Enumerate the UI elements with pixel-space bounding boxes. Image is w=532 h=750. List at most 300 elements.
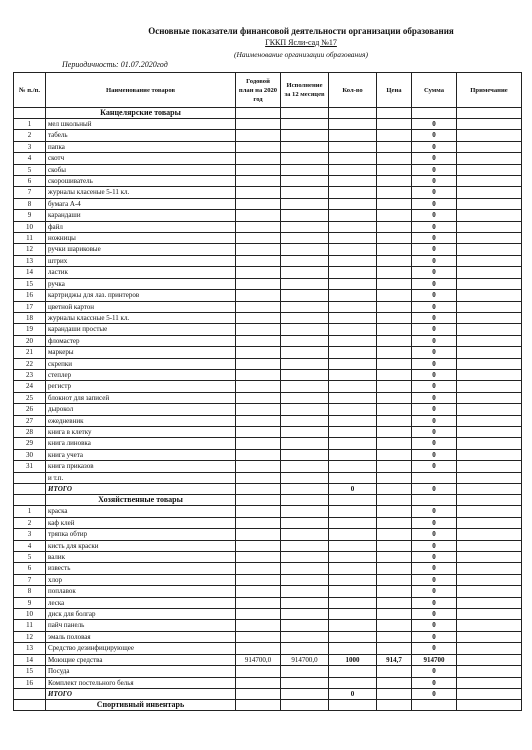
table-row [14, 187, 522, 198]
item-plan [236, 392, 281, 403]
item-name: ластик [46, 267, 236, 278]
item-execution [281, 130, 329, 141]
section-header-row [14, 108, 522, 119]
item-price [377, 426, 412, 437]
item-price [377, 267, 412, 278]
item-note [457, 381, 522, 392]
item-sum: 0 [412, 210, 457, 221]
item-sum: 0 [412, 563, 457, 574]
item-price [377, 540, 412, 551]
item-number: 5 [14, 164, 46, 175]
item-plan [236, 278, 281, 289]
item-number: 13 [14, 255, 46, 266]
item-number: 14 [14, 654, 46, 665]
item-price [377, 552, 412, 563]
item-number: 16 [14, 290, 46, 301]
item-number: 19 [14, 324, 46, 335]
col-number: № п./п. [14, 73, 46, 108]
item-sum: 0 [412, 517, 457, 528]
table-row [14, 438, 522, 449]
table-row [14, 620, 522, 631]
item-note [457, 529, 522, 540]
item-sum: 0 [412, 290, 457, 301]
item-quantity [329, 666, 377, 677]
item-price [377, 358, 412, 369]
item-execution [281, 187, 329, 198]
col-name: Наименование товаров [46, 73, 236, 108]
item-note [457, 574, 522, 585]
item-execution [281, 290, 329, 301]
table-row [14, 666, 522, 677]
total-row [14, 484, 522, 495]
item-note [457, 472, 522, 483]
cell-empty [236, 495, 281, 506]
table-row [14, 221, 522, 232]
item-number: 12 [14, 244, 46, 255]
item-quantity [329, 506, 377, 517]
table-row [14, 563, 522, 574]
item-execution [281, 540, 329, 551]
item-sum: 0 [412, 278, 457, 289]
item-execution [281, 392, 329, 403]
cell-empty [457, 108, 522, 119]
item-note [457, 312, 522, 323]
item-price [377, 119, 412, 130]
table-row [14, 347, 522, 358]
item-quantity [329, 426, 377, 437]
item-note [457, 415, 522, 426]
item-quantity [329, 301, 377, 312]
item-quantity [329, 255, 377, 266]
item-execution [281, 301, 329, 312]
item-sum: 0 [412, 381, 457, 392]
item-name: файл [46, 221, 236, 232]
item-sum: 0 [412, 164, 457, 175]
item-price [377, 472, 412, 483]
cell-empty [457, 495, 522, 506]
item-plan [236, 540, 281, 551]
item-number: 23 [14, 369, 46, 380]
item-execution [281, 119, 329, 130]
item-price [377, 233, 412, 244]
item-price [377, 643, 412, 654]
cell-empty [236, 484, 281, 495]
item-quantity [329, 130, 377, 141]
cell-empty [281, 495, 329, 506]
item-execution [281, 449, 329, 460]
item-price [377, 597, 412, 608]
item-note [457, 563, 522, 574]
item-execution [281, 324, 329, 335]
item-plan [236, 312, 281, 323]
item-execution [281, 620, 329, 631]
item-execution [281, 506, 329, 517]
item-name: карандаши простые [46, 324, 236, 335]
item-plan [236, 404, 281, 415]
item-sum: 0 [412, 677, 457, 688]
item-note [457, 267, 522, 278]
section-header-row [14, 495, 522, 506]
item-note [457, 290, 522, 301]
item-execution [281, 597, 329, 608]
item-number: 24 [14, 381, 46, 392]
item-price [377, 438, 412, 449]
item-quantity [329, 233, 377, 244]
item-price [377, 130, 412, 141]
item-quantity [329, 244, 377, 255]
item-execution [281, 369, 329, 380]
item-quantity [329, 529, 377, 540]
item-name: поплавок [46, 586, 236, 597]
table-row [14, 461, 522, 472]
item-quantity [329, 461, 377, 472]
item-execution [281, 233, 329, 244]
item-number [14, 472, 46, 483]
item-plan [236, 609, 281, 620]
cell-empty [457, 700, 522, 711]
table-row [14, 335, 522, 346]
item-price [377, 620, 412, 631]
item-number: 9 [14, 210, 46, 221]
item-execution [281, 255, 329, 266]
item-execution [281, 210, 329, 221]
item-quantity [329, 517, 377, 528]
col-note: Примечание [457, 73, 522, 108]
item-quantity [329, 347, 377, 358]
item-sum: 0 [412, 392, 457, 403]
item-number: 22 [14, 358, 46, 369]
item-sum: 0 [412, 301, 457, 312]
item-execution [281, 347, 329, 358]
item-execution: 914700,0 [281, 654, 329, 665]
table-row [14, 677, 522, 688]
item-note [457, 609, 522, 620]
item-quantity [329, 141, 377, 152]
item-note [457, 426, 522, 437]
item-execution [281, 381, 329, 392]
item-note [457, 278, 522, 289]
cell-empty [281, 484, 329, 495]
item-price [377, 574, 412, 585]
item-number: 6 [14, 563, 46, 574]
item-sum: 0 [412, 449, 457, 460]
item-number: 27 [14, 415, 46, 426]
item-quantity [329, 290, 377, 301]
item-number: 4 [14, 153, 46, 164]
cell-empty [377, 484, 412, 495]
item-plan [236, 381, 281, 392]
item-number: 13 [14, 643, 46, 654]
item-note [457, 597, 522, 608]
item-note [457, 187, 522, 198]
cell-empty [281, 700, 329, 711]
item-name: Посуда [46, 666, 236, 677]
table-header-row [14, 73, 522, 108]
item-price [377, 529, 412, 540]
item-name: цветной картон [46, 301, 236, 312]
item-number: 4 [14, 540, 46, 551]
item-plan [236, 198, 281, 209]
item-name: кисть для краски [46, 540, 236, 551]
item-note [457, 164, 522, 175]
item-price [377, 631, 412, 642]
table-row [14, 597, 522, 608]
item-price [377, 461, 412, 472]
item-quantity [329, 597, 377, 608]
item-plan [236, 130, 281, 141]
cell-empty [377, 495, 412, 506]
item-sum: 0 [412, 347, 457, 358]
item-name: ручка [46, 278, 236, 289]
item-price [377, 324, 412, 335]
item-quantity [329, 449, 377, 460]
item-plan [236, 244, 281, 255]
item-name: карандаши [46, 210, 236, 221]
item-number: 1 [14, 506, 46, 517]
item-note [457, 198, 522, 209]
total-quantity: 0 [329, 688, 377, 699]
item-sum: 0 [412, 552, 457, 563]
item-quantity [329, 540, 377, 551]
item-name: пайч панель [46, 620, 236, 631]
item-quantity [329, 472, 377, 483]
item-sum: 0 [412, 631, 457, 642]
item-quantity [329, 324, 377, 335]
table-row [14, 153, 522, 164]
item-plan [236, 506, 281, 517]
item-execution [281, 153, 329, 164]
table-row [14, 529, 522, 540]
item-quantity [329, 187, 377, 198]
item-note [457, 153, 522, 164]
item-execution [281, 312, 329, 323]
item-sum: 0 [412, 643, 457, 654]
item-quantity [329, 176, 377, 187]
item-execution [281, 529, 329, 540]
item-quantity [329, 609, 377, 620]
item-sum: 0 [412, 335, 457, 346]
item-plan [236, 324, 281, 335]
item-number: 7 [14, 187, 46, 198]
cell-empty [14, 484, 46, 495]
item-name: Моющие средства [46, 654, 236, 665]
item-execution [281, 461, 329, 472]
item-number: 31 [14, 461, 46, 472]
item-quantity [329, 164, 377, 175]
item-price [377, 506, 412, 517]
item-name: дырокол [46, 404, 236, 415]
item-name: книга в клетку [46, 426, 236, 437]
item-note [457, 244, 522, 255]
item-quantity [329, 335, 377, 346]
item-name: тряпка обтир [46, 529, 236, 540]
item-name: табель [46, 130, 236, 141]
item-name: регистр [46, 381, 236, 392]
item-sum: 0 [412, 153, 457, 164]
item-plan [236, 141, 281, 152]
item-sum: 914700 [412, 654, 457, 665]
item-quantity: 1000 [329, 654, 377, 665]
table-row [14, 324, 522, 335]
item-price [377, 176, 412, 187]
section-title: Хозяйственные товары [46, 495, 236, 506]
item-plan [236, 597, 281, 608]
table-row [14, 552, 522, 563]
section-title: Канцелярские товары [46, 108, 236, 119]
item-price [377, 153, 412, 164]
item-sum: 0 [412, 597, 457, 608]
item-quantity [329, 369, 377, 380]
item-sum: 0 [412, 141, 457, 152]
item-price [377, 449, 412, 460]
item-sum: 0 [412, 221, 457, 232]
item-price [377, 187, 412, 198]
item-number: 21 [14, 347, 46, 358]
cell-empty [236, 688, 281, 699]
item-note [457, 221, 522, 232]
item-plan [236, 347, 281, 358]
item-execution [281, 335, 329, 346]
item-execution [281, 198, 329, 209]
item-quantity [329, 552, 377, 563]
item-price [377, 347, 412, 358]
cell-empty [377, 688, 412, 699]
item-plan [236, 119, 281, 130]
item-number: 3 [14, 529, 46, 540]
item-name: маркеры [46, 347, 236, 358]
item-execution [281, 426, 329, 437]
item-quantity [329, 278, 377, 289]
item-execution [281, 677, 329, 688]
item-name: хлор [46, 574, 236, 585]
item-quantity [329, 358, 377, 369]
item-plan [236, 529, 281, 540]
item-plan [236, 426, 281, 437]
item-number: 8 [14, 198, 46, 209]
table-row [14, 290, 522, 301]
item-note [457, 540, 522, 551]
item-note [457, 369, 522, 380]
item-plan [236, 517, 281, 528]
item-execution [281, 586, 329, 597]
item-price [377, 369, 412, 380]
col-price: Цена [377, 73, 412, 108]
financial-table [13, 72, 522, 711]
table-row [14, 574, 522, 585]
item-price [377, 677, 412, 688]
item-plan [236, 369, 281, 380]
item-number: 10 [14, 609, 46, 620]
item-sum: 0 [412, 529, 457, 540]
total-label: ИТОГО [46, 688, 236, 699]
item-plan [236, 290, 281, 301]
item-sum: 0 [412, 255, 457, 266]
item-quantity [329, 677, 377, 688]
item-name: леска [46, 597, 236, 608]
item-name: диск для болгар [46, 609, 236, 620]
item-note [457, 643, 522, 654]
item-execution [281, 141, 329, 152]
cell-empty [329, 495, 377, 506]
item-number: 17 [14, 301, 46, 312]
total-sum: 0 [412, 484, 457, 495]
item-quantity [329, 586, 377, 597]
period-label: Периодичность: 01.07.2020год [62, 60, 168, 69]
section-title: Спортивный инвентарь [46, 700, 236, 711]
item-quantity [329, 404, 377, 415]
item-execution [281, 438, 329, 449]
table-row [14, 164, 522, 175]
item-name: картриджы для лаз. принтеров [46, 290, 236, 301]
item-plan: 914700,0 [236, 654, 281, 665]
item-number: 2 [14, 130, 46, 141]
cell-empty [236, 108, 281, 119]
item-execution [281, 609, 329, 620]
item-plan [236, 586, 281, 597]
table-body [14, 108, 522, 711]
item-note [457, 141, 522, 152]
item-price [377, 278, 412, 289]
item-sum: 0 [412, 369, 457, 380]
total-row [14, 688, 522, 699]
item-number: 15 [14, 278, 46, 289]
item-number: 20 [14, 335, 46, 346]
item-sum: 0 [412, 415, 457, 426]
item-sum: 0 [412, 438, 457, 449]
organization-caption: (Наименование организации образования) [234, 50, 368, 59]
col-execution: Исполнение за 12 месяцев [281, 73, 329, 108]
item-price [377, 290, 412, 301]
item-sum: 0 [412, 119, 457, 130]
cell-empty [281, 108, 329, 119]
item-execution [281, 164, 329, 175]
item-number: 8 [14, 586, 46, 597]
item-note [457, 631, 522, 642]
item-plan [236, 461, 281, 472]
item-execution [281, 221, 329, 232]
item-note [457, 586, 522, 597]
item-number: 15 [14, 666, 46, 677]
item-name: каф клей [46, 517, 236, 528]
item-execution [281, 415, 329, 426]
table-row [14, 198, 522, 209]
cell-empty [412, 700, 457, 711]
item-price [377, 666, 412, 677]
item-price [377, 164, 412, 175]
total-label: ИТОГО [46, 484, 236, 495]
item-note [457, 449, 522, 460]
item-name: книга линовка [46, 438, 236, 449]
item-price [377, 244, 412, 255]
item-plan [236, 415, 281, 426]
table-row [14, 426, 522, 437]
item-number: 10 [14, 221, 46, 232]
item-number: 28 [14, 426, 46, 437]
table-row [14, 540, 522, 551]
item-name: фломастер [46, 335, 236, 346]
item-execution [281, 358, 329, 369]
item-number: 11 [14, 620, 46, 631]
item-price [377, 586, 412, 597]
table-row [14, 301, 522, 312]
cell-empty [329, 700, 377, 711]
cell-empty [14, 495, 46, 506]
item-execution [281, 176, 329, 187]
item-execution [281, 643, 329, 654]
col-sum: Сумма [412, 73, 457, 108]
item-plan [236, 335, 281, 346]
item-quantity [329, 620, 377, 631]
